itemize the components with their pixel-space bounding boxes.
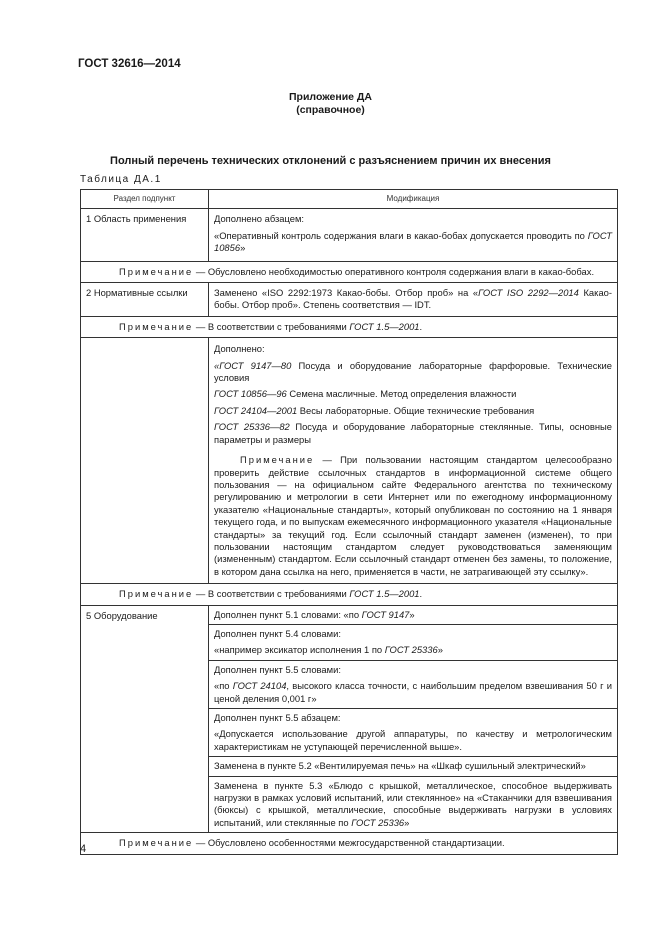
clause-change [209, 606, 617, 624]
note-cell [81, 316, 618, 337]
note-label: Примечание [119, 320, 194, 332]
standard-reference: ГОСТ 9147 [361, 608, 410, 620]
section-cell: 5 Оборудование [81, 605, 209, 833]
clause-change [209, 624, 617, 660]
clause-change: Заменена в пункте 5.2 «Вентилируемая печь» на «Шкаф сушильный электрический» [209, 756, 617, 775]
appendix-subtitle: (справочное) [296, 104, 365, 116]
reference-entry [214, 388, 612, 400]
text: Посуда и оборудование лабораторные фарфоровые. Технические условия [214, 359, 612, 384]
reference-entry [214, 405, 612, 417]
standard-reference: ГОСТ 24104 [232, 680, 287, 692]
note-cell [81, 833, 618, 854]
text-paragraph [214, 230, 612, 255]
text: «Оперативный контроль содержания влаги в какао-бобах допускается проводить по [214, 229, 588, 241]
section-cell: 2 Нормативные ссылки [81, 283, 209, 317]
table-header-row [81, 190, 618, 209]
standard-reference: ГОСТ 10856 [214, 229, 612, 254]
section-cell [81, 338, 209, 584]
note-label: Примечание [119, 588, 194, 600]
text: » [240, 242, 246, 254]
table-row [81, 338, 618, 584]
text: Дополнен пункт 5.1 словами: «по [214, 608, 362, 620]
table-row [81, 283, 618, 317]
note-label: Примечание [119, 265, 194, 277]
note-text: — При пользовании настоящим стандартом целесообразно проверить действие ссылочных стандартов в информационной системе общего пользования — на официальном сайте Федерального агентства по техническому регулированию и метрологии в сети Интернет или по ежегодному информационному указателю «Национальные стандарты», который опубликован по состоянию на 1 января текущего года, и по выпускам ежемесячного информационного указателя «Национальные стандарты» за текущий год. Если ссылочный стандарт заменен (изменен), то при пользовании настоящим стандартом следует руководствоваться заменяющим (измененным) стандартом. Если ссылочный стандарт отменен без замены, то положение, в котором дана ссылка на него, применяется в части, не затрагивающей эту ссылку». [214, 454, 612, 577]
note-row [81, 316, 618, 337]
text: » [437, 644, 443, 656]
note-text: — Обусловлено особенностями межгосударственной стандартизации. [193, 837, 505, 849]
text-paragraph: «Допускается использование другой аппаратуры, по качеству и метрологическим характеристикам не уступающей перечисленной выше». [214, 728, 612, 752]
standard-reference: ГОСТ 25336 [351, 816, 405, 828]
standard-reference: «ГОСТ 9147—80 [214, 359, 292, 371]
standard-reference: ГОСТ ISO 2292—2014 [478, 287, 579, 299]
text-paragraph [214, 680, 612, 705]
standard-reference: ГОСТ 10856—96 [214, 388, 287, 400]
modification-cell [209, 283, 618, 317]
reference-entry [214, 360, 612, 385]
note-label: Примечание [119, 837, 194, 849]
text: » [404, 816, 410, 828]
appendix-heading [0, 91, 661, 117]
text-paragraph: Дополнен пункт 5.5 абзацем: [214, 712, 341, 723]
modification-cell [209, 338, 618, 584]
note-text: — Обусловлено необходимостью оперативного контроля содержания влаги в какао-бобах. [193, 265, 595, 277]
note-row [81, 261, 618, 282]
text-paragraph: Дополнено: [214, 343, 265, 355]
note-cell [81, 584, 618, 605]
inner-note [214, 454, 612, 578]
note-text: . [419, 588, 423, 600]
clause-change [209, 776, 617, 833]
table-row [81, 605, 618, 833]
standard-reference: ГОСТ 24104—2001 [214, 404, 298, 416]
text-paragraph: Дополнен пункт 5.4 словами: [214, 627, 341, 639]
note-row [81, 584, 618, 605]
page-number: 4 [80, 843, 87, 855]
note-text: — В соответствии с требованиями [193, 320, 350, 332]
text-paragraph [214, 644, 612, 656]
table-label: Таблица ДА.1 [80, 174, 162, 185]
text: «например эксикатор исполнения 1 по [214, 644, 385, 656]
standard-reference: ГОСТ 1.5—2001 [349, 588, 420, 600]
note-row [81, 833, 618, 854]
text-paragraph: Дополнен пункт 5.5 словами: [214, 663, 341, 675]
text: Какао-бобы. Отбор проб». Степень соответствия — IDT. [214, 287, 612, 311]
modification-cell [209, 209, 618, 261]
text: Посуда и оборудование лабораторные стеклянные. Типы, основные параметры и размеры [214, 421, 612, 445]
clause-change [209, 708, 617, 756]
text: Заменена в пункте 5.3 «Блюдо с крышкой, металлическое, способное выдерживать нагрузки в рамках условий испытаний, или стеклянное» на «Стаканчики для взвешивания (бюксы) с крышкой, металлические, способные выдерживать нагрузки в условиях испытаний, или стеклянные по [214, 779, 612, 828]
text: Семена масличные. Метод определения влажности [286, 388, 517, 400]
document-code: ГОСТ 32616—2014 [78, 58, 181, 70]
appendix-title: Приложение ДА [289, 91, 372, 103]
main-title: Полный перечень технических отклонений с разъяснением причин их внесения [110, 155, 551, 167]
text: Заменено «ISO 2292:1973 Какао-бобы. Отбор проб» на « [214, 287, 479, 299]
standard-reference: ГОСТ 1.5—2001 [349, 320, 420, 332]
text: , высокого класса точности, с наибольшим пределом взвешивания 50 г и ценой деления 0,001 г» [214, 680, 613, 704]
standard-reference: ГОСТ 25336—82 [214, 421, 290, 433]
table-row [81, 209, 618, 261]
section-cell: 1 Область применения [81, 209, 209, 261]
standard-reference: ГОСТ 25336 [384, 644, 438, 656]
text: Весы лабораторные. Общие технические требования [297, 404, 535, 416]
reference-entry [214, 421, 612, 446]
text: «по [214, 680, 233, 692]
deviations-table [80, 189, 618, 855]
modification-cell [209, 605, 618, 833]
note-text: . [419, 320, 423, 332]
note-text: — В соответствии с требованиями [193, 588, 350, 600]
header-modification: Модификация [209, 190, 618, 209]
note-cell [81, 261, 618, 282]
note-label: Примечание [240, 454, 315, 466]
clause-change [209, 660, 617, 708]
text-paragraph: Дополнено абзацем: [214, 213, 305, 225]
text: » [409, 608, 415, 620]
header-section: Раздел подпункт [81, 190, 209, 209]
